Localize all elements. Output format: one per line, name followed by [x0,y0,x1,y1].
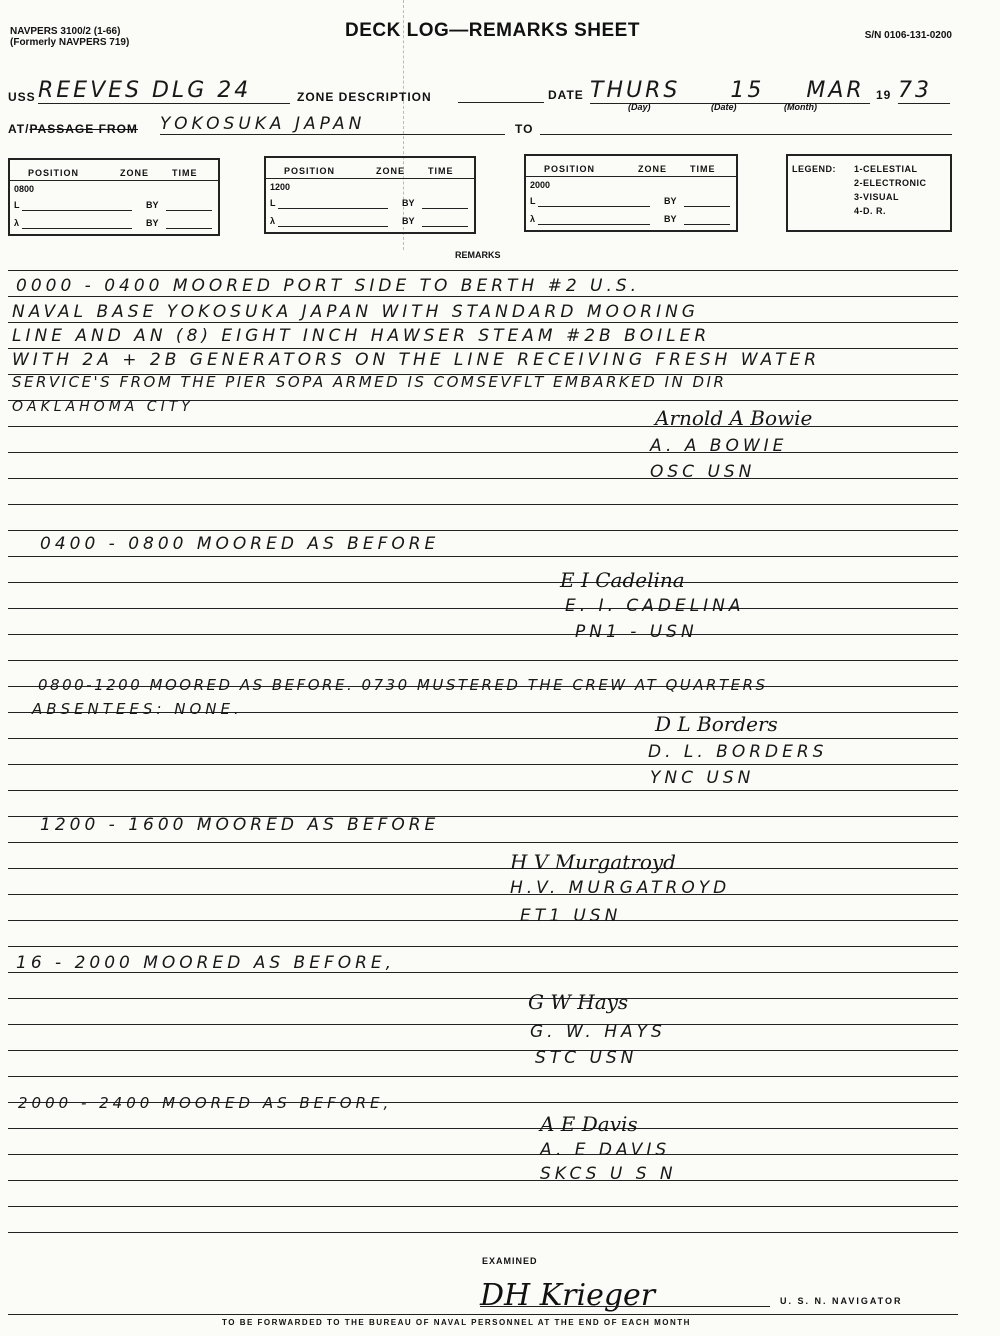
to-label: TO [515,122,534,136]
zone-description-field [458,102,544,103]
legend-box [786,154,952,232]
entry-3-line-2: ABSENTEES: NONE. [32,700,243,718]
ruled-line [8,764,958,765]
position-box-2: POSITION ZONE TIME 1200 L BY λ BY [264,156,476,234]
entry-1-line-1: 0000 - 0400 MOORED PORT SIDE TO BERTH #2 U.S. [16,276,641,296]
ruled-line [8,1232,958,1233]
ruled-line [8,842,958,843]
passage-from-label: PASSAGE FROM [29,122,138,136]
entry-4-rank: ET1 USN [520,906,622,926]
date-caption: (Date) [711,102,737,112]
legend-label: LEGEND: [792,164,836,174]
remarks-label: REMARKS [455,250,501,260]
day-value: THURS [590,78,681,103]
entry-1-line-3: LINE AND AN (8) EIGHT INCH HAWSER STEAM #2B BOILER [12,326,711,346]
entry-3-rank: YNC USN [650,768,755,788]
ruled-line [8,894,958,895]
entry-2-line-1: 0400 - 0800 MOORED AS BEFORE [40,534,440,554]
to-field [540,134,952,135]
entry-1-rank: OSC USN [650,462,756,482]
ruled-line [8,946,958,947]
ruled-line [8,868,958,869]
entry-4-signature: H V Murgatroyd [510,850,676,874]
navigator-label: U. S. N. NAVIGATOR [780,1296,903,1306]
date-field [590,78,870,104]
form-id-line2: (Formerly NAVPERS 719) [10,37,130,48]
at-label: AT/PASSAGE FROM [8,122,138,136]
entry-5-rank: STC USN [535,1048,638,1068]
page-title: DECK LOG—REMARKS SHEET [345,20,640,41]
ruled-line [8,1180,958,1181]
entry-3-signature: D L Borders [655,712,778,736]
legend-item-dr: 4-D. R. [854,206,887,216]
ruled-line [8,1128,958,1129]
ruled-line [8,1024,958,1025]
ruled-line [8,556,958,557]
ruled-line [8,1206,958,1207]
entry-2-rank: PN1 - USN [575,622,698,642]
navigator-signature-line [480,1306,770,1307]
ruled-line [8,1076,958,1077]
entry-1-line-4: WITH 2A + 2B GENERATORS ON THE LINE RECEIVING FRESH WATER [12,350,821,370]
legend-item-electronic: 2-ELECTRONIC [854,178,927,188]
entry-6-rank: SKCS U S N [540,1164,677,1184]
ruled-line [8,608,958,609]
position-time-1: 0800 [14,184,35,194]
entry-6-signature: A E Davis [540,1112,638,1136]
ruled-line [8,348,958,349]
uss-label: USS [8,90,36,104]
ruled-line [8,530,958,531]
entry-6-line-1: 2000 - 2400 MOORED AS BEFORE, [18,1094,393,1112]
ruled-line [8,478,958,479]
entry-5-line-1: 16 - 2000 MOORED AS BEFORE, [16,953,396,973]
ruled-line [8,790,958,791]
entry-3-name: D. L. BORDERS [648,742,828,762]
ruled-line [8,452,958,453]
zone-description-label: ZONE DESCRIPTION [297,90,432,104]
footer-rule [8,1314,958,1315]
date-label: DATE [548,88,584,102]
entry-4-name: H.V. MURGATROYD [510,878,731,898]
navigator-signature: DH Krieger [480,1278,656,1313]
legend-item-visual: 3-VISUAL [854,192,900,202]
location-field: YOKOSUKA JAPAN [160,114,505,135]
ruled-line [8,322,958,323]
ruled-line [8,270,958,271]
entry-1-signature: Arnold A Bowie [655,406,813,430]
entry-1-line-6: OAKLAHOMA CITY [12,399,194,415]
month-caption: (Month) [784,102,817,112]
entry-2-name: E. I. CADELINA [565,596,745,616]
ruled-line [8,582,958,583]
ruled-line [8,504,958,505]
entry-5-signature: G W Hays [528,990,629,1014]
date-value: 15 [730,78,765,103]
form-id [10,26,129,48]
ruled-line [8,296,958,297]
entry-1-line-2: NAVAL BASE YOKOSUKA JAPAN WITH STANDARD MOORING [12,302,699,322]
forwarding-note: TO BE FORWARDED TO THE BUREAU OF NAVAL PERSONNEL AT THE END OF EACH MONTH [222,1318,691,1327]
year-prefix: 19 [876,88,892,102]
position-time-2: 1200 [270,182,291,192]
ruled-line [8,634,958,635]
position-box-3: POSITION ZONE TIME 2000 L BY λ BY [524,154,738,232]
entry-2-signature: E I Cadelina [560,568,685,592]
day-caption: (Day) [628,102,651,112]
ruled-line [8,998,958,999]
entry-4-line-1: 1200 - 1600 MOORED AS BEFORE [40,815,440,835]
ruled-line [8,426,958,427]
serial-number: S/N 0106-131-0200 [864,30,952,41]
entry-6-name: A. E DAVIS [540,1140,671,1160]
year-suffix: 73 [898,78,950,104]
form-id-line1: NAVPERS 3100/2 (1-66) [10,26,121,37]
ruled-line [8,660,958,661]
ship-name-field: REEVES DLG 24 [38,78,290,104]
position-time-3: 2000 [530,180,551,190]
position-box-1: POSITION ZONE TIME 0800 L BY λ BY [8,158,220,236]
ruled-line [8,1154,958,1155]
examined-label: EXAMINED [482,1256,538,1266]
ruled-line [8,1050,958,1051]
entry-3-line-1: 0800-1200 MOORED AS BEFORE. 0730 MUSTERED THE CREW AT QUARTERS [38,676,768,694]
entry-1-line-5: SERVICE'S FROM THE PIER SOPA ARMED IS COMSEVFLT EMBARKED IN DIR [12,373,727,391]
ruled-line [8,920,958,921]
entry-5-name: G. W. HAYS [530,1022,666,1042]
ruled-line [8,738,958,739]
month-value: MAR [806,78,865,103]
entry-1-name: A. A BOWIE [650,436,788,456]
legend-item-celestial: 1-CELESTIAL [854,164,918,174]
